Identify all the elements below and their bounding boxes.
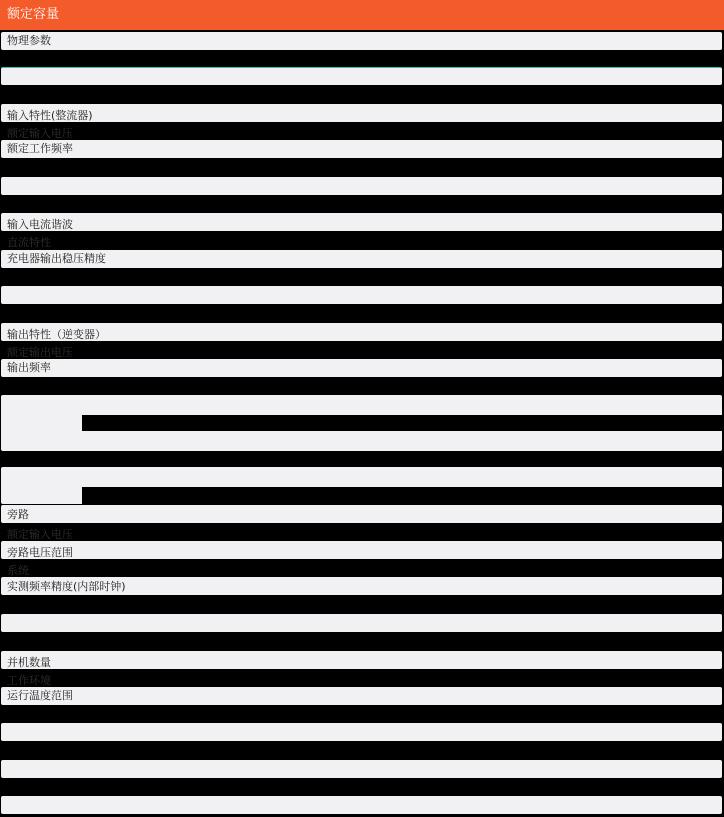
- row-label: 旁路: [7, 508, 29, 521]
- row-empty-2: [1, 177, 722, 195]
- row-rated-frequency: [1, 140, 722, 158]
- row-label: 旁路电压范围: [7, 546, 73, 559]
- row-empty-7: [1, 796, 722, 814]
- row-label: 并机数量: [7, 656, 51, 669]
- ghost-dc-characteristics: 直流特性: [7, 236, 51, 249]
- page-title: [0, 0, 724, 30]
- row-empty-5: [1, 723, 722, 741]
- row-label: 输入电流谐波: [7, 218, 73, 231]
- ghost-system: 系统: [7, 564, 29, 577]
- row-label: 运行温度范围: [7, 689, 73, 702]
- row-label: 输入特性(整流器): [7, 109, 93, 122]
- row-charger-precision: [1, 250, 722, 268]
- row-block-mid: [1, 467, 722, 504]
- row-physical-params: [1, 32, 722, 50]
- row-parallel-count: [1, 651, 722, 669]
- row-label: 充电器输出稳压精度: [7, 252, 106, 265]
- row-label: 物理参数: [7, 34, 51, 47]
- row-empty-1: [1, 67, 722, 85]
- page-title-text: 额定容量: [7, 7, 60, 22]
- row-operating-temp: [1, 687, 722, 705]
- row-divider-bar: [82, 487, 722, 504]
- row-measured-frequency: [1, 577, 722, 595]
- row-bypass-voltage-range: [1, 541, 722, 559]
- row-empty-3: [1, 286, 722, 304]
- ghost-environment: 工作环境: [7, 674, 51, 687]
- row-empty-6: [1, 760, 722, 778]
- row-bypass: [1, 505, 722, 523]
- ghost-rated-input-voltage: 额定输入电压: [7, 127, 73, 140]
- row-output-frequency: [1, 359, 722, 377]
- row-output-characteristics: [1, 323, 722, 341]
- ghost-rated-output-voltage: 额定输出电压: [7, 346, 73, 359]
- row-input-characteristics: [1, 104, 722, 122]
- row-input-harmonic: [1, 213, 722, 231]
- row-label: 实测频率精度(内部时钟): [7, 580, 126, 593]
- row-block-tall: [1, 395, 722, 451]
- row-label: 输出特性（逆变器）: [7, 328, 106, 341]
- row-label: 额定工作频率: [7, 142, 73, 155]
- ghost-rated-input-voltage-bypass: 额定输入电压: [7, 528, 73, 541]
- row-empty-4: [1, 614, 722, 632]
- row-label: 输出频率: [7, 361, 51, 374]
- row-divider-bar: [82, 415, 722, 431]
